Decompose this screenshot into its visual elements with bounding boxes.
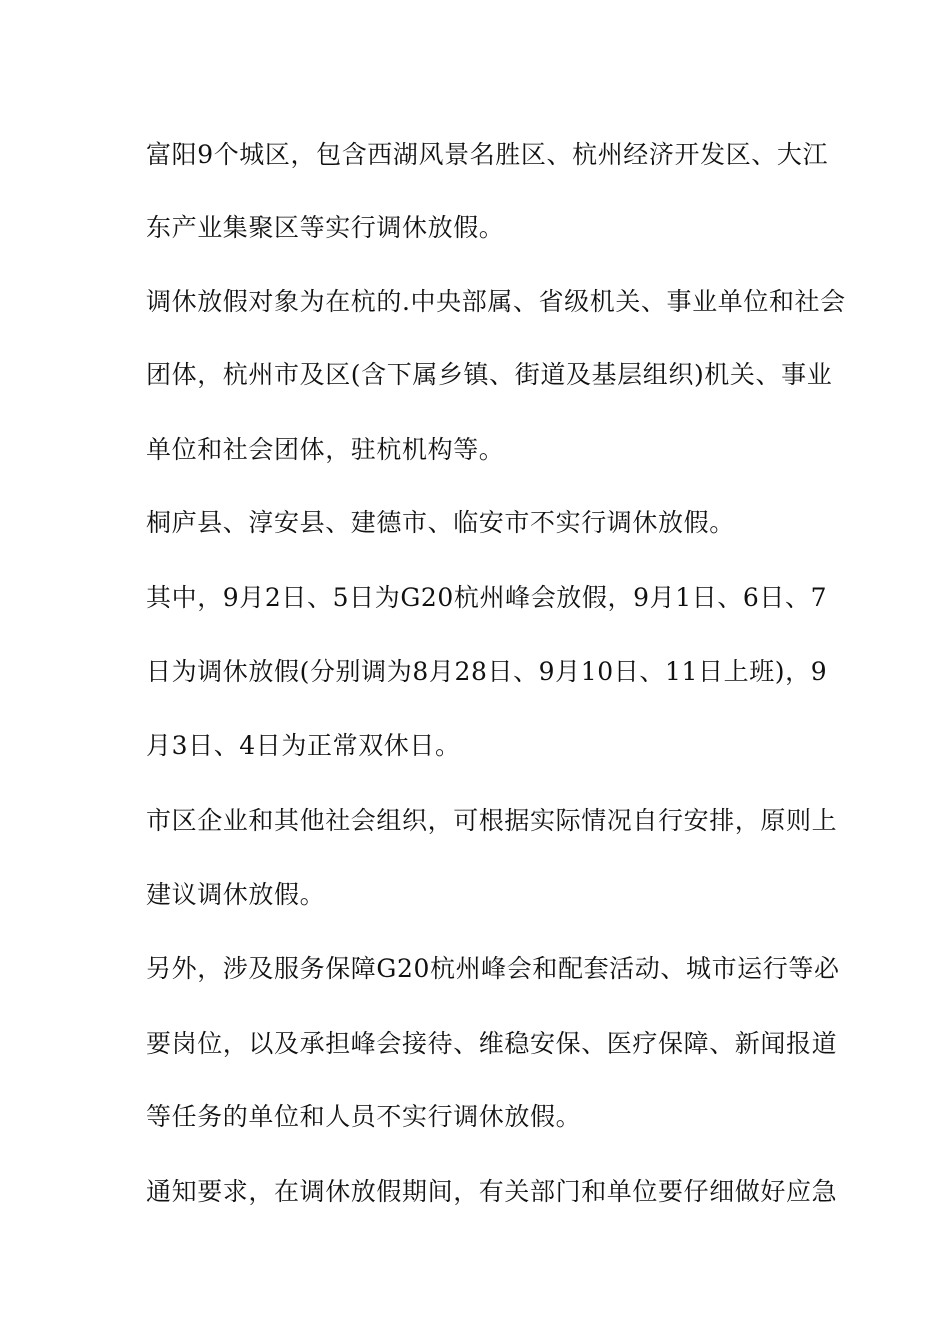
text-line: 要岗位，以及承担峰会接待、维稳安保、医疗保障、新闻报道: [146, 1029, 838, 1058]
text-line: 单位和社会团体，驻杭机构等。: [146, 435, 505, 464]
text-line: 富阳9个城区，包含西湖风景名胜区、杭州经济开发区、大江: [146, 140, 829, 169]
text-line: 其中，9月2日、5日为G20杭州峰会放假，9月1日、6日、7: [146, 583, 828, 612]
text-line: 日为调休放假(分别调为8月28日、9月10日、11日上班)，9: [146, 657, 828, 686]
text-line: 东产业集聚区等实行调休放假。: [146, 213, 505, 242]
text-line: 市区企业和其他社会组织，可根据实际情况自行安排，原则上: [146, 806, 838, 835]
text-line: 调休放假对象为在杭的.中央部属、省级机关、事业单位和社会: [146, 287, 846, 316]
text-line: 另外，涉及服务保障G20杭州峰会和配套活动、城市运行等必: [146, 954, 840, 983]
text-line: 桐庐县、淳安县、建德市、临安市不实行调休放假。: [146, 508, 735, 537]
text-line: 通知要求，在调休放假期间，有关部门和单位要仔细做好应急: [146, 1177, 838, 1206]
text-line: 等任务的单位和人员不实行调休放假。: [146, 1102, 582, 1131]
text-line: 建议调休放假。: [146, 880, 326, 909]
text-line: 月3日、4日为正常双休日。: [146, 731, 461, 760]
text-line: 团体，杭州市及区(含下属乡镇、街道及基层组织)机关、事业: [146, 360, 833, 389]
